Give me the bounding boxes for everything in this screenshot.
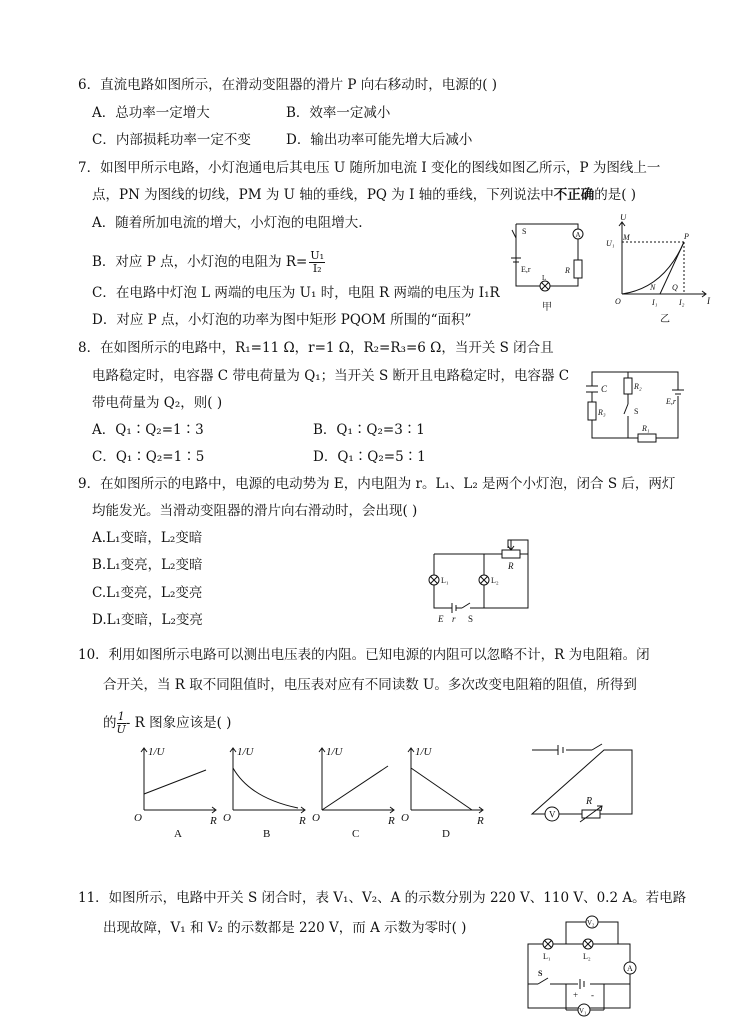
graph-b-origin: O: [223, 812, 231, 824]
q7-yi-label-m: M: [623, 233, 630, 242]
q9-option-d: D.L₁变暗，L₂变亮: [92, 612, 203, 628]
q7-jia-caption: 甲: [542, 302, 552, 313]
q11-line1: 11．如图所示，电路中开关 S 闭合时，表 V₁、V₂、A 的示数分别为 220 V、110 V、0.2 A。若电路: [78, 890, 687, 906]
q8-option-b: B．Q₁∶Q₂=3∶1: [313, 422, 425, 438]
q9-option-a: A.L₁变暗，L₂变暗: [92, 530, 203, 546]
q11-label-v2: V₂: [587, 919, 595, 927]
q7-yi-label-u1: U₁: [606, 239, 615, 248]
q6-option-b: B．效率一定减小: [286, 105, 391, 121]
q7-yi-axis-i: I: [707, 296, 710, 306]
q7-line2-tail: 的是( ): [594, 187, 637, 203]
q8-option-c: C．Q₁∶Q₂=1∶5: [92, 449, 205, 465]
q7-yi-axis-u: U: [620, 214, 627, 222]
q10-line3: [103, 711, 231, 736]
q7-yi-label-i2: I₂: [679, 298, 685, 307]
q11-label-v1: V₁: [579, 1007, 587, 1015]
q7-emphasis: 不正确: [553, 187, 595, 203]
q10-fraction-denominator: U: [116, 723, 126, 736]
q6-stem: 6．直流电路如图所示，在滑动变阻器的滑片 P 向右移动时，电源的( ): [78, 77, 498, 93]
graph-a-origin: O: [134, 812, 142, 824]
q8-line3: 带电荷量为 Q₂，则( ): [92, 395, 223, 411]
q9-option-b: B.L₁变亮，L₂变暗: [92, 557, 203, 573]
graph-c-origin: O: [312, 812, 320, 824]
q8-option-d: D．Q₁∶Q₂=5∶1: [313, 449, 426, 465]
q10-fraction: [117, 711, 126, 736]
q8-line1: 8．在如图所示的电路中，R₁=11 Ω，r=1 Ω，R₂=R₃=6 Ω，当开关 S 闭合且: [78, 340, 554, 356]
q9-label-r-internal: r: [452, 614, 456, 624]
q11-label-minus: -: [591, 990, 594, 1000]
q10-line3-post: - R 图象应该是( ): [125, 715, 232, 731]
graph-c-xlabel: R: [388, 815, 395, 827]
q10-fraction-numerator: 1: [117, 710, 125, 723]
q8-label-r2: R₂: [634, 382, 642, 391]
q7-yi-label-q: Q: [672, 283, 678, 292]
q11-label-plus: +: [573, 990, 579, 1000]
q6-option-c: C．内部损耗功率一定不变: [92, 132, 251, 148]
q7-yi-caption: 乙: [660, 314, 670, 325]
q10-voltmeter-label: V: [549, 809, 556, 820]
q11-label-a: A: [627, 964, 633, 973]
graph-b-xlabel: R: [299, 815, 306, 827]
q7-graph-yi: [604, 214, 716, 326]
q7-yi-label-i1: I₁: [652, 298, 658, 307]
q7-line2-text: 点，PN 为图线的切线，PM 为 U 轴的垂线，PQ 为 I 轴的垂线，下列说法中: [92, 187, 554, 203]
q7-option-b: [92, 250, 325, 275]
q10-graphs: [130, 744, 500, 842]
graph-b-caption: B: [263, 828, 271, 840]
q9-line2: 均能发光。当滑动变阻器的滑片向右滑动时，会出现( ): [92, 503, 418, 519]
q9-label-l2: L₂: [491, 576, 499, 585]
q9-circuit: [422, 534, 540, 626]
q9-label-l1: L₁: [441, 576, 449, 585]
q9-option-c: C.L₁变亮，L₂变亮: [92, 585, 203, 601]
q11-circuit: [522, 910, 640, 1020]
q7-yi-label-n: N: [650, 283, 656, 292]
q8-label-r1: R₁: [642, 424, 650, 433]
q11-label-l2: L₂: [583, 952, 591, 961]
q8-option-a: A．Q₁∶Q₂=1∶3: [92, 422, 204, 438]
q7-option-c: C．在电路中灯泡 L 两端的电压为 U₁ 时，电阻 R 两端的电压为 I₁R: [92, 285, 500, 301]
q7-circuit-jia: [508, 216, 592, 324]
q7-line2: [92, 186, 636, 204]
q9-line1: 9．在如图所示的电路中，电源的电动势为 E，内电阻为 r。L₁、L₂ 是两个小灯泡，闭合 S 后，两灯: [78, 476, 676, 492]
graph-a-caption: A: [174, 828, 182, 840]
q7-yi-label-p: P: [684, 232, 689, 241]
q6-option-a: A．总功率一定增大: [92, 105, 210, 121]
q9-label-s: S: [468, 614, 474, 624]
graph-d-xlabel: R: [477, 815, 484, 827]
graph-a-xlabel: R: [210, 815, 217, 827]
q10-line1: 10．利用如图所示电路可以测出电压表的内阻。已知电源的内阻可以忽略不计，R 为电阻箱。闭: [78, 647, 650, 663]
q8-label-r3: R₃: [598, 408, 606, 417]
q10-line2: 合开关，当 R 取不同阻值时，电压表对应有不同读数 U。多次改变电阻箱的阻值，所得到: [103, 677, 637, 693]
graph-b-ylabel: 1/U: [237, 746, 254, 758]
q8-label-c: C: [601, 384, 608, 394]
q8-label-s: S: [634, 407, 639, 416]
q11-label-s: S: [538, 969, 543, 978]
q7-jia-label-er: E,r: [521, 265, 531, 274]
q7-option-d: D．对应 P 点，小灯泡的功率为图中矩形 PQOM 所围的“面积”: [92, 312, 472, 328]
graph-d-origin: O: [401, 812, 409, 824]
q7-jia-label-a: A: [575, 231, 581, 239]
q11-label-l1: L₁: [543, 952, 551, 961]
q7-option-b-text: B．对应 P 点，小灯泡的电阻为 R=: [92, 254, 308, 270]
q8-circuit: [582, 366, 692, 446]
q10-resistor-label: R: [586, 796, 593, 807]
graph-c-caption: C: [352, 828, 360, 840]
q7-fraction: [309, 250, 325, 275]
graph-d-ylabel: 1/U: [415, 746, 432, 758]
graph-c-ylabel: 1/U: [326, 746, 343, 758]
q9-label-r: R: [508, 561, 514, 571]
q8-label-er: E,r: [666, 397, 676, 406]
q7-jia-label-l: L: [542, 274, 547, 282]
q8-line2: 电路稳定时，电容器 C 带电荷量为 Q₁；当开关 S 断开且电路稳定时，电容器 C: [92, 368, 570, 384]
q7-line1: 7．如图甲所示电路，小灯泡通电后其电压 U 随所加电流 I 变化的图线如图乙所示，P 为图线上一: [78, 160, 661, 176]
graph-d-caption: D: [442, 828, 450, 840]
q7-fraction-numerator: U₁: [310, 249, 325, 262]
q6-option-d: D．输出功率可能先增大后减小: [286, 132, 473, 148]
q10-line3-pre: 的: [103, 715, 117, 731]
q11-line2: 出现故障，V₁ 和 V₂ 的示数都是 220 V，而 A 示数为零时( ): [103, 920, 467, 936]
q7-fraction-denominator: I₂: [312, 262, 322, 275]
q7-jia-label-s: S: [522, 227, 527, 236]
q7-yi-label-o: O: [615, 297, 621, 306]
graph-a-ylabel: 1/U: [148, 746, 165, 758]
q7-option-a: A．随着所加电流的增大，小灯泡的电阻增大.: [92, 215, 363, 231]
q10-circuit: [528, 740, 638, 824]
q9-label-e: E: [438, 614, 444, 624]
q7-jia-label-r: R: [565, 266, 570, 275]
